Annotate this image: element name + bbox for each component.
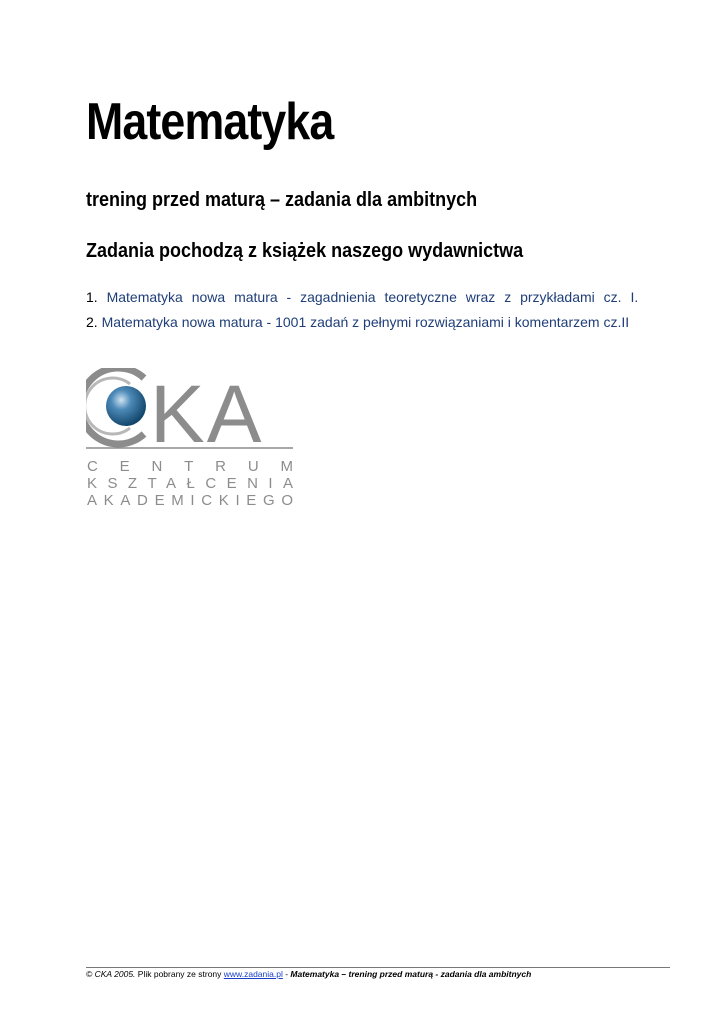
book-title: Matematyka nowa matura - 1001 zadań z pełnymi rozwiązaniami i komentarzem cz.II [101, 314, 630, 330]
book-number: 2. [86, 314, 98, 330]
footer-document-title: Matematyka – trening przed maturą - zadania dla ambitnych [290, 969, 532, 979]
logo-letters: KA [150, 369, 264, 460]
footer-site-link[interactable]: www.zadania.pl [223, 969, 283, 979]
book-number: 1. [86, 289, 98, 305]
logo-line-akademickiego: AKADEMICKIEGO [87, 492, 293, 509]
source-heading: Zadania pochodzą z książek naszego wydawnictwa [86, 240, 524, 262]
footer-rule [86, 967, 670, 968]
document-title: Matematyka [86, 93, 334, 151]
book-list-item [86, 315, 629, 329]
cka-logo [86, 368, 296, 510]
page-footer [86, 970, 531, 979]
logo-line-centrum: CENTRUM [87, 458, 293, 475]
footer-copyright: © CKA 2005. [86, 969, 136, 979]
footer-downloaded-text: Plik pobrany ze strony [135, 969, 224, 979]
logo-sphere-icon [106, 386, 146, 426]
logo-line-ksztalcenia: KSZTAŁCENIA [87, 475, 293, 492]
book-title: Matematyka nowa matura - zagadnienia teoretyczne wraz z przykładami cz. I. [106, 289, 639, 305]
book-list-item [86, 290, 638, 304]
document-subtitle: trening przed maturą – zadania dla ambitnych [86, 189, 478, 211]
footer-separator: - [282, 969, 291, 979]
